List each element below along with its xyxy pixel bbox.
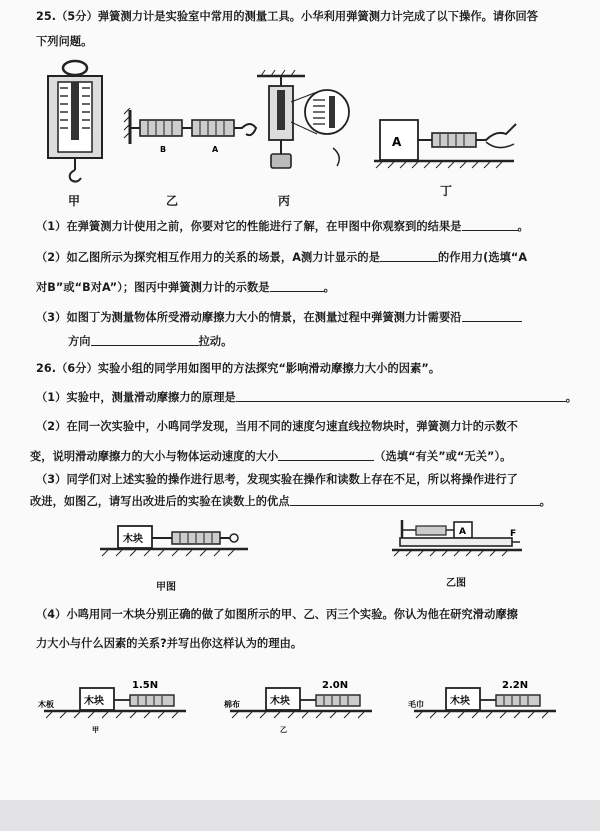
q26-s4-line1: （4）小鸣用同一木块分别正确的做了如图所示的甲、乙、丙三个实验。你认为他在研究滑动摩擦 bbox=[36, 608, 518, 621]
figure-bing-scale-with-weight bbox=[255, 62, 355, 192]
q25-s3-line1: （3）如图丁为测量物体所受滑动摩擦力大小的情景，在测量过程中弹簧测力计需要沿 bbox=[36, 309, 522, 325]
fig-ding-label-a: A bbox=[392, 135, 402, 149]
experiment-bing-reading: 2.2N bbox=[502, 680, 529, 691]
experiment-jia bbox=[36, 676, 196, 736]
q26-fig-label-yi: 乙图 bbox=[446, 578, 466, 589]
q25-header-line1: 25.（5分）弹簧测力计是实验室中常用的测量工具。小华利用弹簧测力计完成了以下操作。请你回答 bbox=[36, 10, 539, 23]
experiment-bing-block: 木块 bbox=[450, 696, 470, 707]
answer-blank-q26-1[interactable] bbox=[236, 390, 566, 402]
fig-label-bing: 丙 bbox=[278, 194, 291, 208]
answer-blank-q25-2b[interactable] bbox=[270, 280, 324, 292]
fig-label-ding: 丁 bbox=[440, 184, 453, 198]
experiment-bing-surface: 毛巾 bbox=[408, 700, 424, 709]
q26-s1: （1）实验中，测量滑动摩擦力的原理是 。 bbox=[36, 391, 578, 404]
q26-figure-jia bbox=[98, 520, 258, 566]
fig-label-jia: 甲 bbox=[68, 194, 81, 208]
answer-blank-q26-3[interactable] bbox=[290, 494, 540, 506]
q25-s1: （1）在弹簧测力计使用之前，你要对它的性能进行了解，在甲图中你观察到的结果是 。 bbox=[36, 220, 529, 233]
experiment-bing bbox=[406, 676, 566, 736]
q26-s3-line1: （3）同学们对上述实验的操作进行思考，发现实验在操作和读数上存在不足，所以将操作进行了 bbox=[36, 473, 518, 486]
q25-s3-line2: 方向 拉动。 bbox=[68, 335, 233, 348]
experiment-yi-block: 木块 bbox=[270, 696, 290, 707]
answer-blank-q26-2[interactable] bbox=[278, 449, 374, 461]
answer-blank-q25-1[interactable] bbox=[462, 219, 518, 231]
q26-s3-line2: 改进，如图乙，请写出改进后的实验在读数上的优点 。 bbox=[30, 495, 551, 508]
bottom-band bbox=[0, 800, 600, 831]
experiment-yi bbox=[222, 676, 382, 736]
q25-s2-line1: （2）如乙图所示为探究相互作用力的关系的场景，A测力计显示的是 的作用力(选填“A bbox=[36, 251, 528, 264]
q25-s2-line2: 对B”或“B对A”）；图丙中弹簧测力计的示数是 。 bbox=[36, 281, 335, 294]
figure-yi-two-scales bbox=[120, 108, 260, 156]
fig-yi-label-b: B bbox=[160, 145, 167, 154]
q26-s2-line2: 变，说明滑动摩擦力的大小与物体运动速度的大小 （选填“有关”或“无关”）。 bbox=[30, 450, 512, 463]
experiment-yi-surface: 棉布 bbox=[224, 700, 240, 709]
experiment-jia-reading: 1.5N bbox=[132, 680, 159, 691]
answer-blank-q25-3a[interactable] bbox=[462, 310, 522, 322]
q26-figure-yi bbox=[390, 516, 530, 572]
q26-fig-label-jia: 甲图 bbox=[156, 582, 176, 593]
fig-label-yi: 乙 bbox=[166, 194, 179, 208]
q25-header-line2: 下列问题。 bbox=[36, 35, 93, 48]
experiment-yi-caption: 乙 bbox=[280, 726, 287, 734]
experiment-jia-block: 木块 bbox=[84, 696, 104, 707]
q26-yi-label-f: F bbox=[510, 529, 517, 539]
answer-blank-q25-3b[interactable] bbox=[91, 334, 199, 346]
figure-ding-friction bbox=[372, 112, 522, 178]
q26-s2-line1: （2）在同一次实验中，小鸣同学发现，当用不同的速度匀速直线拉物块时，弹簧测力计的示数不 bbox=[36, 420, 518, 433]
q26-jia-block-label: 木块 bbox=[123, 534, 143, 545]
q26-header: 26.（6分）实验小组的同学用如图甲的方法探究“影响滑动摩擦力大小的因素”。 bbox=[36, 362, 441, 375]
answer-blank-q25-2a[interactable] bbox=[380, 250, 438, 262]
experiment-yi-reading: 2.0N bbox=[322, 680, 349, 691]
experiment-jia-surface: 木板 bbox=[38, 700, 54, 709]
experiment-jia-caption: 甲 bbox=[92, 726, 99, 734]
q26-s4-line2: 力大小与什么因素的关系?并写出你这样认为的理由。 bbox=[36, 637, 303, 650]
q26-yi-label-a: A bbox=[459, 527, 466, 537]
fig-yi-label-a: A bbox=[212, 145, 219, 154]
figure-jia-spring-scale bbox=[40, 58, 110, 188]
